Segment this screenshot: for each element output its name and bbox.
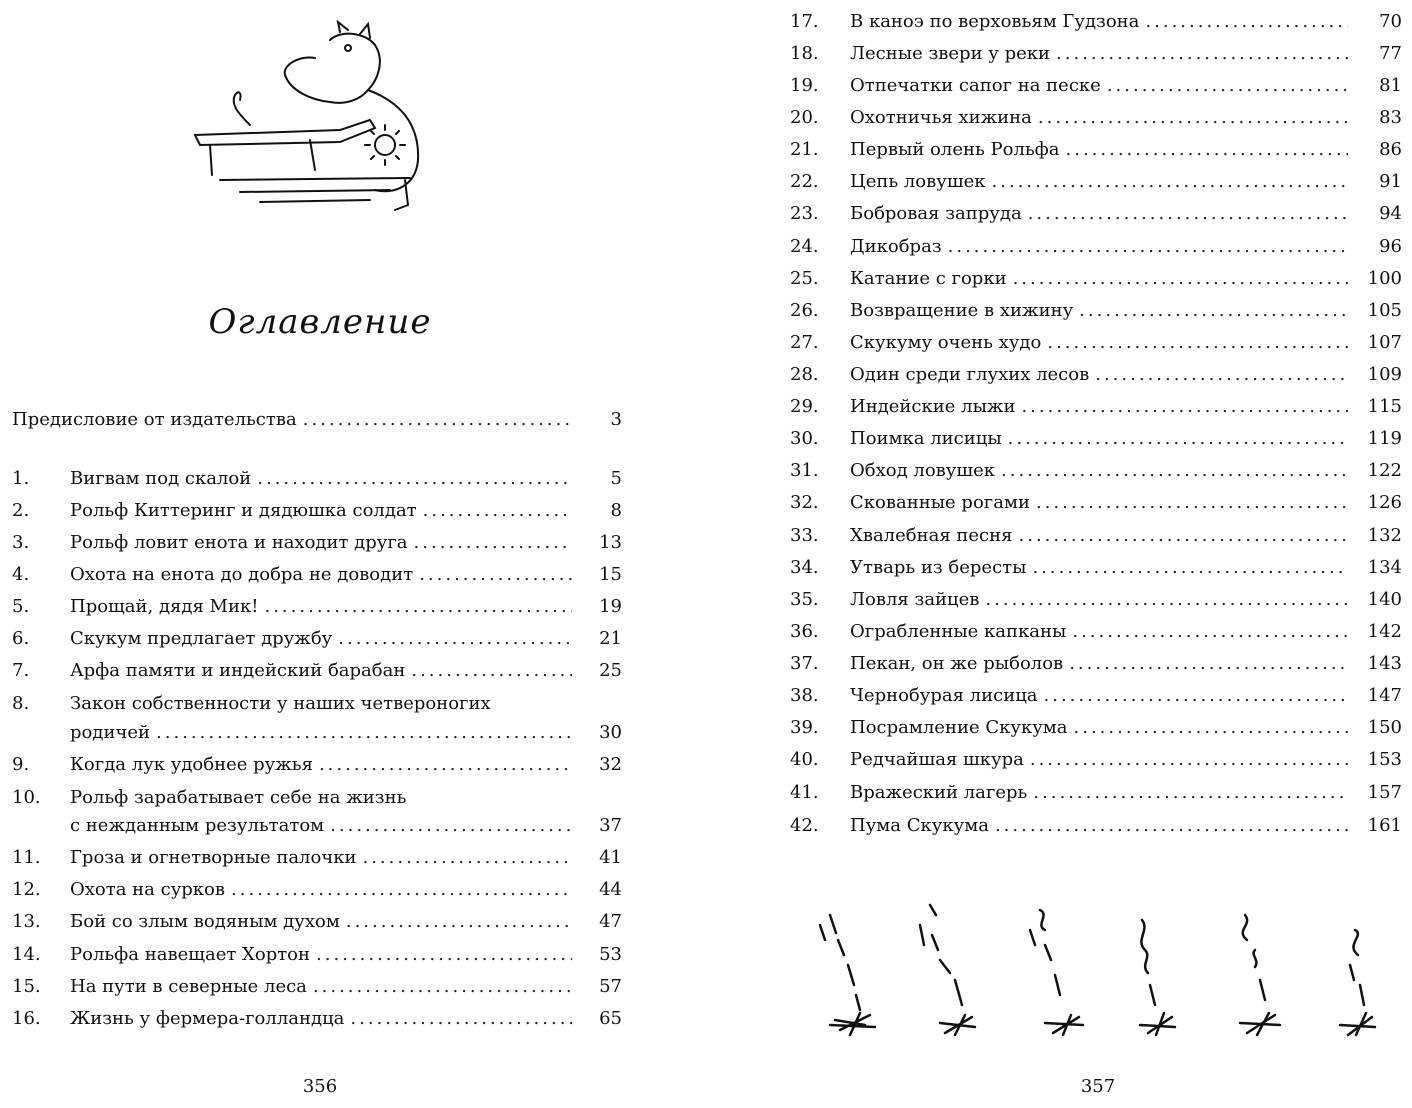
toc-entry[interactable] [790,782,1402,804]
leader-dots [303,409,572,431]
toc-entry-title: Возвращение в хижину [850,300,1074,321]
toc-entry-page: 142 [1367,621,1402,642]
toc-entry-title: Один среди глухих лесов [850,364,1090,385]
toc-entry[interactable] [790,43,1402,65]
toc-entry-number: 41. [790,782,819,803]
leader-dots [1107,75,1348,97]
toc-entry-title: Пума Скукума [850,815,989,836]
toc-entry-page: 47 [599,911,622,932]
page-number-right: 357 [1080,1076,1116,1097]
toc-entry-title: Цепь ловушек [850,171,986,192]
leader-dots [350,1008,572,1030]
leader-dots [362,847,572,869]
toc-entry-number: 13. [12,911,41,932]
toc-entry-number: 18. [790,43,819,64]
toc-entry-number: 3. [12,532,30,553]
toc-entry-number: 39. [790,717,819,738]
toc-entry-number: 38. [790,685,819,706]
toc-entry-page: 32 [599,754,622,775]
toc-entry-title: Рольф Киттеринг и дядюшка солдат [70,500,417,521]
toc-entry[interactable] [790,717,1402,739]
toc-entry-title: Первый олень Рольфа [850,139,1060,160]
toc-entry-number: 25. [790,268,819,289]
leader-dots [419,564,572,586]
leader-dots [995,815,1348,837]
toc-entry-title: Арфа памяти и индейский барабан [70,660,406,681]
toc-entry[interactable] [790,203,1402,225]
toc-entry[interactable] [790,525,1402,547]
toc-entry-title: Поимка лисицы [850,428,1002,449]
toc-entry-number: 35. [790,589,819,610]
leader-dots [1019,525,1349,547]
leader-dots [948,236,1348,258]
toc-entry[interactable] [12,911,622,933]
toc-entry-number: 30. [790,428,819,449]
toc-entry-title: Дикобраз [850,236,942,257]
toc-entry-title: Охота на енота до добра не доводит [70,564,414,585]
toc-entry[interactable] [790,332,1402,354]
toc-entry[interactable] [790,236,1402,258]
toc-entry[interactable] [790,749,1402,771]
leader-dots [1079,300,1348,322]
toc-entry-page: 15 [599,564,622,585]
leader-dots [423,500,572,522]
toc-entry-title: Ловля зайцев [850,589,980,610]
leader-dots [316,944,572,966]
toc-entry[interactable] [12,628,622,650]
toc-entry-title: Рольфа навещает Хортон [70,944,311,965]
leader-dots [313,976,572,998]
leader-dots [1021,396,1348,418]
toc-entry[interactable] [790,107,1402,129]
toc-entry-number: 15. [12,976,41,997]
leader-dots [1028,203,1348,225]
toc-entry-number: 36. [790,621,819,642]
toc-entry[interactable] [12,976,622,998]
toc-entry-page: 65 [599,1008,622,1029]
toc-entry[interactable] [790,653,1402,675]
toc-entry-title: Чернобурая лисица [850,685,1038,706]
toc-entry-number: 31. [790,460,819,481]
leader-dots [1145,11,1348,33]
toc-entry-number: 14. [12,944,41,965]
toc-entry[interactable] [12,596,622,618]
leader-dots [346,911,572,933]
leader-dots [231,879,572,901]
toc-entry[interactable] [12,660,622,682]
toc-entry-number: 40. [790,749,819,770]
toc-entry[interactable] [790,364,1402,386]
toc-entry-title: Охота на сурков [70,879,226,900]
toc-entry-title: Вражеский лагерь [850,782,1028,803]
toc-entry-page: 96 [1379,236,1402,257]
toc-entry-page: 157 [1367,782,1402,803]
toc-entry-number: 21. [790,139,819,160]
toc-entry-number: 22. [790,171,819,192]
toc-entry-page: 122 [1367,460,1402,481]
toc-entry-page: 44 [599,879,622,900]
toc-entry-page: 53 [599,944,622,965]
toc-entry-title: Когда лук удобнее ружья [70,754,313,775]
toc-entry-page: 70 [1379,11,1402,32]
page-number-left: 356 [302,1076,338,1097]
toc-entry-number: 6. [12,628,30,649]
leader-dots [1033,782,1348,804]
toc-entry-number: 8. [12,693,30,714]
leader-dots [1036,492,1348,514]
toc-entry-title-continued: с нежданным результатом [70,815,325,836]
toc-entry[interactable] [12,879,622,901]
toc-entry[interactable] [70,815,622,837]
toc-entry-title: Бой со злым водяным духом [70,911,340,932]
toc-entry-page: 115 [1367,396,1402,417]
toc-entry-page: 37 [599,815,622,836]
toc-entry-number: 34. [790,557,819,578]
toc-entry-title: Скованные рогами [850,492,1030,513]
toc-entry-title: Гроза и огнетворные палочки [70,847,357,868]
leader-dots [1047,332,1348,354]
toc-entry-title: Хвалебная песня [850,525,1013,546]
toc-entry[interactable] [790,815,1402,837]
toc-entry[interactable] [12,532,622,554]
toc-entry-number: 20. [790,107,819,128]
toc-entry-number: 29. [790,396,819,417]
toc-entry-title: Жизнь у фермера-голландца [70,1008,345,1029]
toc-entry-title: Охотничья хижина [850,107,1032,128]
toc-entry-number: 27. [790,332,819,353]
toc-entry-number: 4. [12,564,30,585]
toc-entry-title: Отпечатки сапог на песке [850,75,1101,96]
toc-entry-page: 19 [599,596,622,617]
toc-entry-title: Катание с горки [850,268,1007,289]
toc-entry-title: Скукуму очень худо [850,332,1042,353]
toc-entry-page: 86 [1379,139,1402,160]
toc-entry-number: 16. [12,1008,41,1029]
toc-entry[interactable] [790,589,1402,611]
toc-entry[interactable] [790,492,1402,514]
leader-dots [1008,428,1348,450]
leader-dots [1072,621,1348,643]
toc-entry[interactable] [790,171,1402,193]
leader-dots [985,589,1348,611]
toc-entry-page: 132 [1367,525,1402,546]
leader-dots [1038,107,1348,129]
toc-entry-title: Обход ловушек [850,460,996,481]
toc-entry-title: Утварь из бересты [850,557,1027,578]
leader-dots [1074,717,1348,739]
toc-entry-number: 1. [12,468,30,489]
leader-dots [264,596,572,618]
toc-entry-number: 5. [12,596,30,617]
toc-entry[interactable] [12,564,622,586]
toc-entry[interactable] [790,428,1402,450]
toc-entry-title-continued: родичей [70,722,150,743]
leader-dots [1056,43,1348,65]
toc-entry-title: На пути в северные леса [70,976,307,997]
toc-entry-page: 119 [1367,428,1402,449]
toc-entry-page: 134 [1367,557,1402,578]
toc-entry[interactable] [790,460,1402,482]
toc-entry-page: 126 [1367,492,1402,513]
toc-entry-title: Скукум предлагает дружбу [70,628,333,649]
leader-dots [1001,460,1348,482]
smoke-fires-illustration [810,895,1400,1055]
toc-entry-page: 30 [599,722,622,743]
toc-entry-title: Предисловие от издательства [12,409,297,430]
toc-entry-number: 2. [12,500,30,521]
toc-entry[interactable] [790,557,1402,579]
toc-entry-page: 143 [1367,653,1402,674]
toc-entry[interactable] [790,621,1402,643]
leader-dots [319,754,572,776]
leader-dots [1066,139,1349,161]
toc-entry[interactable] [790,300,1402,322]
toc-entry[interactable] [790,268,1402,290]
toc-entry-number: 28. [790,364,819,385]
toc-entry-number: 17. [790,11,819,32]
cat-illustration [190,20,430,215]
toc-entry-title: Бобровая запруда [850,203,1022,224]
toc-entry-page: 153 [1367,749,1402,770]
toc-entry[interactable] [790,139,1402,161]
toc-entry-number: 26. [790,300,819,321]
toc-entry[interactable] [790,75,1402,97]
leader-dots [338,628,572,650]
toc-entry-title: Индейские лыжи [850,396,1016,417]
toc-entry-page: 41 [599,847,622,868]
toc-preface[interactable] [12,409,622,431]
toc-entry-number: 19. [790,75,819,96]
toc-entry[interactable] [12,500,622,522]
toc-entry-title: Редчайшая шкура [850,749,1024,770]
leader-dots [411,660,572,682]
toc-entry-page: 91 [1379,171,1402,192]
toc-entry-page: 77 [1379,43,1402,64]
toc-entry-page: 161 [1367,815,1402,836]
toc-entry-page: 8 [610,500,622,521]
toc-entry-page: 140 [1367,589,1402,610]
toc-entry[interactable] [12,468,622,490]
leader-dots [1069,653,1348,675]
toc-entry[interactable] [70,722,622,744]
leader-dots [1032,557,1348,579]
leader-dots [156,722,572,744]
toc-entry-number: 10. [12,787,41,808]
toc-entry-number: 37. [790,653,819,674]
toc-entry-page: 147 [1367,685,1402,706]
toc-entry-title: В каноэ по верховьям Гудзона [850,11,1140,32]
leader-dots [1044,685,1349,707]
toc-entry-number: 33. [790,525,819,546]
toc-entry[interactable] [12,944,622,966]
toc-entry-number: 7. [12,660,30,681]
leader-dots [330,815,572,837]
leader-dots [1030,749,1348,771]
toc-entry-title: Рольф ловит енота и находит друга [70,532,408,553]
toc-entry-page: 57 [599,976,622,997]
toc-entry-page: 25 [599,660,622,681]
toc-entry-title[interactable]: Закон собственности у наших четвероногих [70,693,491,714]
toc-entry-page: 3 [610,409,622,430]
toc-entry-title: Лесные звери у реки [850,43,1051,64]
toc-entry-page: 81 [1379,75,1402,96]
toc-entry-title: Пекан, он же рыболов [850,653,1064,674]
toc-entry-page: 5 [610,468,622,489]
leader-dots [1013,268,1348,290]
toc-heading: Оглавление [208,302,432,342]
toc-entry-page: 21 [599,628,622,649]
leader-dots [992,171,1348,193]
toc-entry-title: Ограбленные капканы [850,621,1067,642]
toc-entry[interactable] [12,754,622,776]
toc-entry-page: 150 [1367,717,1402,738]
toc-entry-page: 109 [1367,364,1402,385]
leader-dots [257,468,572,490]
toc-entry-title: Прощай, дядя Мик! [70,596,259,617]
toc-entry-number: 9. [12,754,30,775]
toc-entry-title: Вигвам под скалой [70,468,252,489]
leader-dots [414,532,572,554]
toc-entry-page: 107 [1367,332,1402,353]
toc-entry-page: 100 [1367,268,1402,289]
toc-entry[interactable] [12,847,622,869]
toc-entry-number: 11. [12,847,41,868]
toc-entry-number: 24. [790,236,819,257]
toc-entry-page: 83 [1379,107,1402,128]
leader-dots [1095,364,1348,386]
toc-entry-title: Посрамление Скукума [850,717,1068,738]
toc-entry-number: 42. [790,815,819,836]
toc-entry[interactable] [790,396,1402,418]
toc-entry[interactable] [790,11,1402,33]
toc-entry-page: 13 [599,532,622,553]
toc-entry[interactable] [12,1008,622,1030]
toc-entry-title[interactable]: Рольф зарабатывает себе на жизнь [70,787,407,808]
toc-entry-number: 32. [790,492,819,513]
toc-entry-number: 12. [12,879,41,900]
toc-entry-page: 94 [1379,203,1402,224]
toc-entry-number: 23. [790,203,819,224]
toc-entry[interactable] [790,685,1402,707]
toc-entry-page: 105 [1367,300,1402,321]
